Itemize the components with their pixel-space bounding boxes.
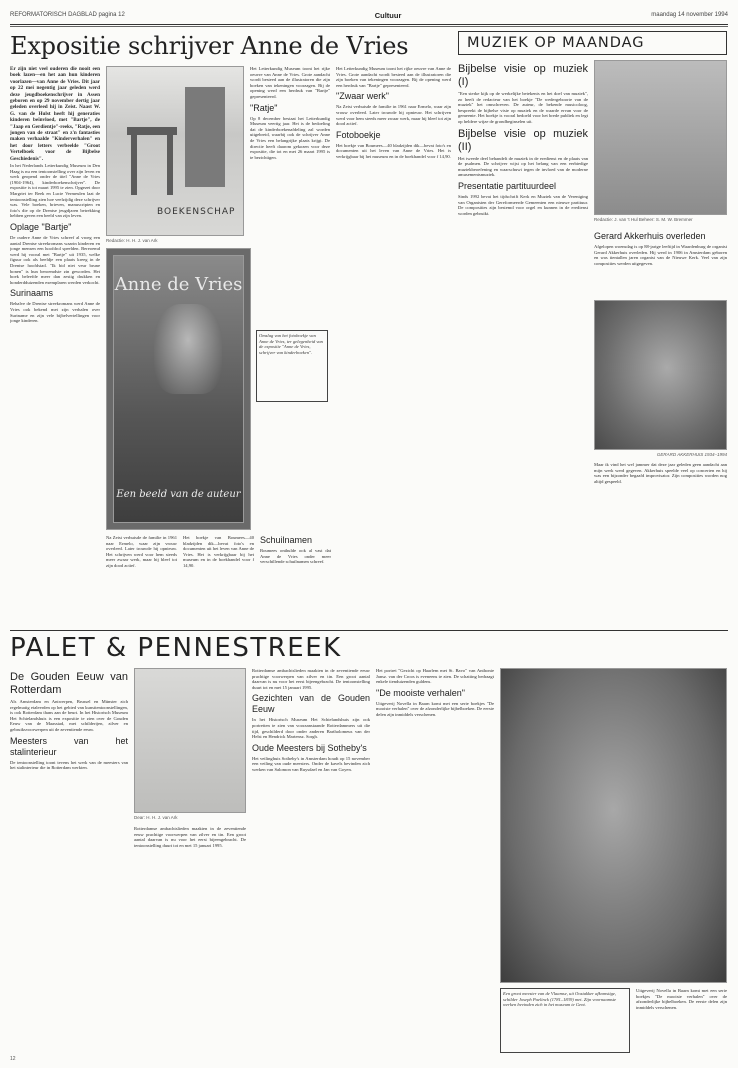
muziek-subhead-1: Bijbelse visie op muziek (I) [458,63,588,88]
header-rule [10,24,728,25]
main-headline: Expositie schrijver Anne de Vries [10,32,409,60]
muziek-column-1 [458,60,588,622]
header-date: maandag 14 november 1994 [651,12,728,18]
lower-column-3 [252,668,370,1053]
subhead-schuilnamen: Schuilnamen [260,535,313,545]
body-zwaar: Na Zeist verhuisde de familie in 1961 naar Ermelo, waar zijn vrouw overleed. Later trouwde hij opnieuw. Het schrijven werd voor hem steeds meer zwaar werk, maar hij bleef tot zijn dood actief. [336,104,451,127]
chair-shape [127,127,177,135]
page-number: 12 [10,1056,16,1062]
lower-body-6: Het portret "Gezicht op Haarlem met St. Bavo" van Anthonie Jansz. van der Croos is eveneens te zien. De schatting bedraagt enkele tienduizenden guldens. [376,668,494,685]
muziek-body-2: Het tweede deel behandelt de muziek in de eredienst en de plaats van de psalmen. De schrijver wijst op het belang van een eerbiedige muziekbeoefening en waarschuwt tegen de invloed van de moderne amusementsmuziek. [458,155,588,178]
header-rule-thin [10,26,728,27]
header-left: REFORMATORISCH DAGBLAD pagina 12 [10,12,125,18]
muziek-photo-caption: Redactie: J. van 't Hul Beheer: S. M. W. Bremmer [594,217,693,222]
cover-caption-box [256,330,328,402]
lower-section-rule [10,630,728,631]
body-suriname: Behalve de Drentse streekromans werd Anne de Vries ook bekend met zijn verhalen over Suriname en zijn vele bijbelvertellingen voor jonge kinderen. [10,301,100,324]
main-column-3 [336,66,451,621]
main-column-2 [250,66,330,321]
body-schuilnamen: Boumees onthulde ook al vast dat Anne de Vries onder meer verschillende schuilnamen schreef. [260,548,331,565]
muziek-subhead-4: Gerard Akkerhuis overleden [594,231,706,241]
muziek-body-1: "Een sterke kijk op de werkelijke betekenis en het doel van muziek", zo heeft de redacteur van het boekje "De wedergeboorte van de muziek" het omschreven. De auteur, de bekende musicoloog, bespreekt de bijbelse visie op muziek en de waarde ervan voor de gemeente. Het boekje is vooral bedoeld voor het brede publiek en legt op heldere wijze de grondbeginselen uit. [458,91,588,124]
paelinck-painting [500,668,727,983]
painting-caption-box [500,988,630,1053]
muziek-subhead-3: Presentatie partituurdeel [458,180,557,191]
body-zwaar-2: Na Zeist verhuisde de familie in 1961 naar Ermelo, waar zijn vrouw overleed. Later trouwde hij opnieuw. Het schrijven werd voor hem steeds meer zwaar werk, maar hij bleef tot zijn dood actief. [106,535,177,568]
muziek-section-band [458,31,727,55]
main-lead: Er zijn niet veel ouderen die nooit een boek lazen—en het aan hun kinderen voorlazen—van Anne de Vries. Dit jaar op 22 mei negentig jaar geleden werd deze jeugdboekenschrijver in Assen geboren en op 29 november dertig jaar geleden overleed hij in Zeist. Naast W. G. van de Hulst heeft hij generaties kinderen beïnvloed, met "Bartje", de "Jaap en Gerdientje"-reeks, "Ratje, een jongen van de straat" en z'n fantasties maken verhaalde "Kinderverhalen" en het door letters verbeelde "Groot Vertelboek voor de Bijbelse Geschiedenis". [10,66,100,162]
body-fotoboekje: Het boekje van Boumees—40 bladzijden dik—bevat foto's en documenten uit het leven van Anne de Vries. Het is verkrijgbaar bij het museum en in de boekhandel voor f 14,90. [336,142,451,159]
book-cover-subtitle: Een beeld van de auteur [116,489,241,500]
body-bartje: De oudere Anne de Vries schreef al vroeg een aantal Drentse streekromans waarin kinderen en jonge mensen een hoofdrol speelden. Bereoemd werd hij vooral met "Bartje" uit 1935, welke figuur ook als beeldje een plaats kreeg in de Drentse hoofdstad. "Ik bid niet veur brune bonen" is hun beroemdste zin geworden. Het boek beleefde meer dan zestig drukken en honderdduizenden exemplaren werden verkocht. [10,235,100,285]
lower-column-4 [376,668,494,1053]
muziek-body-5: Maar ik vind het wel jammer dat deze jaar geleden geen aandacht aan mijn werk werd gegeven. Akkerhuis speelde veel op concerten en hij was een bijzonder begaafd improvisator. Zijn composities worden nog altijd gespeeld. [594,462,727,484]
author-portrait [154,304,222,394]
painting-caption: Een groot meester van de Vlaamse, uit Oostakker afkomstige, schilder Joseph Paelinck (1781–1839) met. Zijn voornaamste werken bevinden zich in het museum te Gent. [503,991,617,1008]
muziek-column-3 [594,462,727,622]
lower-subhead-3: Gezichten van de Gouden Eeuw [252,693,370,715]
cover-caption: Omslag van het fotoboekje van Anne de Vries, ter gelegenheid van de expositie "Anne de Vries, schrijver van kinderboeken". [259,333,323,355]
akkerhuis-portrait [594,300,727,450]
subhead-zwaar: "Zwaar werk" [336,91,389,102]
lower-body-5: Het veilinghuis Sotheby's in Amsterdam houdt op 15 november een veiling van oude meesters. Onder de kavels bevinden zich werken van Salomon van Ruysdael en Jan van Goyen. [252,755,370,772]
lower-column-2 [134,826,246,1053]
lower-body-4: In het Historisch Museum Het Schielandshuis zijn ook portretten te zien van vooraanstaande Rotterdammers uit die tijd, geschilderd door onder anderen Bartholomeus van der Helst en Hendrick Martensz. Sorgh. [252,717,370,740]
muziek-section-title: MUZIEK OP MAANDAG [467,35,645,51]
subhead-ratje: "Ratje" [250,102,278,113]
book-cover-frame [113,255,244,523]
muziek-body-3: Sinds 1992 bevat het tijdschrift Kerk en Muziek van de Vereniging van Organisten der Gereformeerde Gemeenten een nieuwe partituur. De composities zijn bestemd voor orgel en kunnen in de eredienst worden gebruikt. [458,193,588,216]
main-column-1 [10,66,100,621]
body-mid-3: Het Letterkundig Museum toont het rijke oeuvre van Anne de Vries. Grote aandacht wordt besteed aan de illustratoren die zijn boeken van tekeningen voorzagen. Bij de opening werd een herdruk van "Bartje" gepresenteerd. [336,66,451,88]
subhead-bartje: Oplage "Bartje" [10,222,72,233]
body-fotoboekje-2: Het boekje van Boumees—40 bladzijden dik—bevat foto's en documenten uit het leven van Anne de Vries. Het is verkrijgbaar bij het museum en in de boekhandel voor f 14,90. [183,535,254,568]
chair-leg [167,135,173,195]
lower-subhead-4: Oude Meesters bij Sotheby's [252,742,367,753]
lower-column-5 [636,988,727,1053]
photo-label: BOEKENSCHAP [157,207,236,217]
lower-body-3: Rotterdamse ambachtslieden maakten in de zeventiende eeuw prachtige voorwerpen van zilver en tin. Een groot aantal daarvan is nu voor het eerst bijeengebracht. De tentoonstelling duurt tot en met 15 januari 1995. [134,826,246,848]
lower-body-2: De tentoonstelling toont tevens het werk van de meesters van het stalinterieur die in Rotterdam werkten. [10,759,128,771]
bookshelf-photo [106,66,244,236]
page-header [10,9,728,21]
book-cover-title: Anne de Vries [114,274,243,295]
lower-photo-caption: Dear: H. H. J. van Ark [134,815,178,820]
photo-caption: Redactie: H. H. J. van Ark [106,238,158,243]
chair-leg [131,135,137,195]
book-cover-photo [106,248,251,530]
main-bottom-columns [106,535,331,623]
lower-column-1 [10,668,128,1053]
muziek-header-photo [594,60,727,215]
subhead-fotoboekje: Fotoboekje [336,129,381,140]
lower-subhead-1: De Gouden Eeuw van Rotterdam [10,671,128,696]
muziek-body-4: Afgelopen woensdag is op 88-jarige leeftijd in Waardenburg de organist Gerard Akkerhuis overleden. Hij werd in 1906 in Amsterdam geboren en was tientallen jaren organist van de Nieuwe Kerk. Veel van zijn composities werden uitgegeven. [594,244,727,266]
lower-headline: PALET & PENNESTREEK [10,633,342,663]
body-mid: Het Letterkundig Museum toont het rijke oeuvre van Anne de Vries. Grote aandacht wordt besteed aan de illustratoren die zijn boeken van tekeningen voorzagen. Bij de opening werd een herdruk van "Bartje" gepresenteerd. [250,66,330,99]
lower-body-7b: Uitgeverij Novella in Baarn komt met een serie boekjes "De mooiste verhalen" over de afzonderlijke bijbelboeken. De eerste delen zijn inmiddels verschenen. [636,988,727,1010]
body-ratje: Op 8 december bestaat het Letterkundig Museum veertig jaar. Het is de bedoeling dat de kinderboekenafdeling zal worden uitgebreid, waarbij ook de schrijver Anne de Vries een belangrijke plaats krijgt. De directie heeft daarom gekozen voor deze expositie, die tot en met 26 maart 1995 is te bezichtigen. [250,115,330,160]
shelf-shape [185,87,225,187]
main-body-1: In het Nederlands Letterkundig Museum in Den Haag is nu een tentoonstelling over zijn leven en werk geopend onder de titel "Anne de Vries (1904-1964), kinderboekenschrijver". De expositie is tot maart 1995 te zien. Opgezet door Margriet ter Beek en Lucie Vermeulen laat de tentoonstelling zien hoe veelzijdig deze schrijver was. Vele boeken, brieven, manuscripten en foto's die op de Drentse jeugdjaren betrekking hebben geven een beeld van zijn leven. [10,163,100,219]
muziek-subhead-2: Bijbelse visie op muziek (II) [458,127,588,153]
lower-subhead-2: Meesters van het stalinterieur [10,735,128,757]
lower-body-3b: Rotterdamse ambachtslieden maakten in de zeventiende eeuw prachtige voorwerpen van zilver en tin. Een groot aantal daarvan is nu voor het eerst bijeengebracht. De tentoonstelling duurt tot en met 15 januari 1995. [252,668,370,690]
exhibition-objects-photo [134,668,246,813]
lower-body-7: Uitgeverij Novella in Baarn komt met een serie boekjes "De mooiste verhalen" over de afzonderlijke bijbelboeken. De eerste delen zijn inmiddels verschenen. [376,700,494,717]
lower-subhead-5: "De mooiste verhalen" [376,687,465,698]
portrait-caption: GERARD AKKERHUIS 1934–1994 [656,452,727,457]
subhead-suriname: Surinaams [10,288,54,299]
muziek-column-2 [594,228,727,296]
lower-body-1: Als Amsterdam en Antwerpen, Brussel en Münster zich regelmatig etaleerden op het gebied van kunsttentoonstellingen, is ook Rotterdam thans aan de beurt. In het Historisch Museum Het Schielandshuis is een expositie te zien over de Gouden Eeuw van de Maasstad, met schilderijen, zilver en gebruiksvoorwerpen uit de zeventiende eeuw. [10,699,128,732]
section-title: Cultuur [374,10,402,20]
